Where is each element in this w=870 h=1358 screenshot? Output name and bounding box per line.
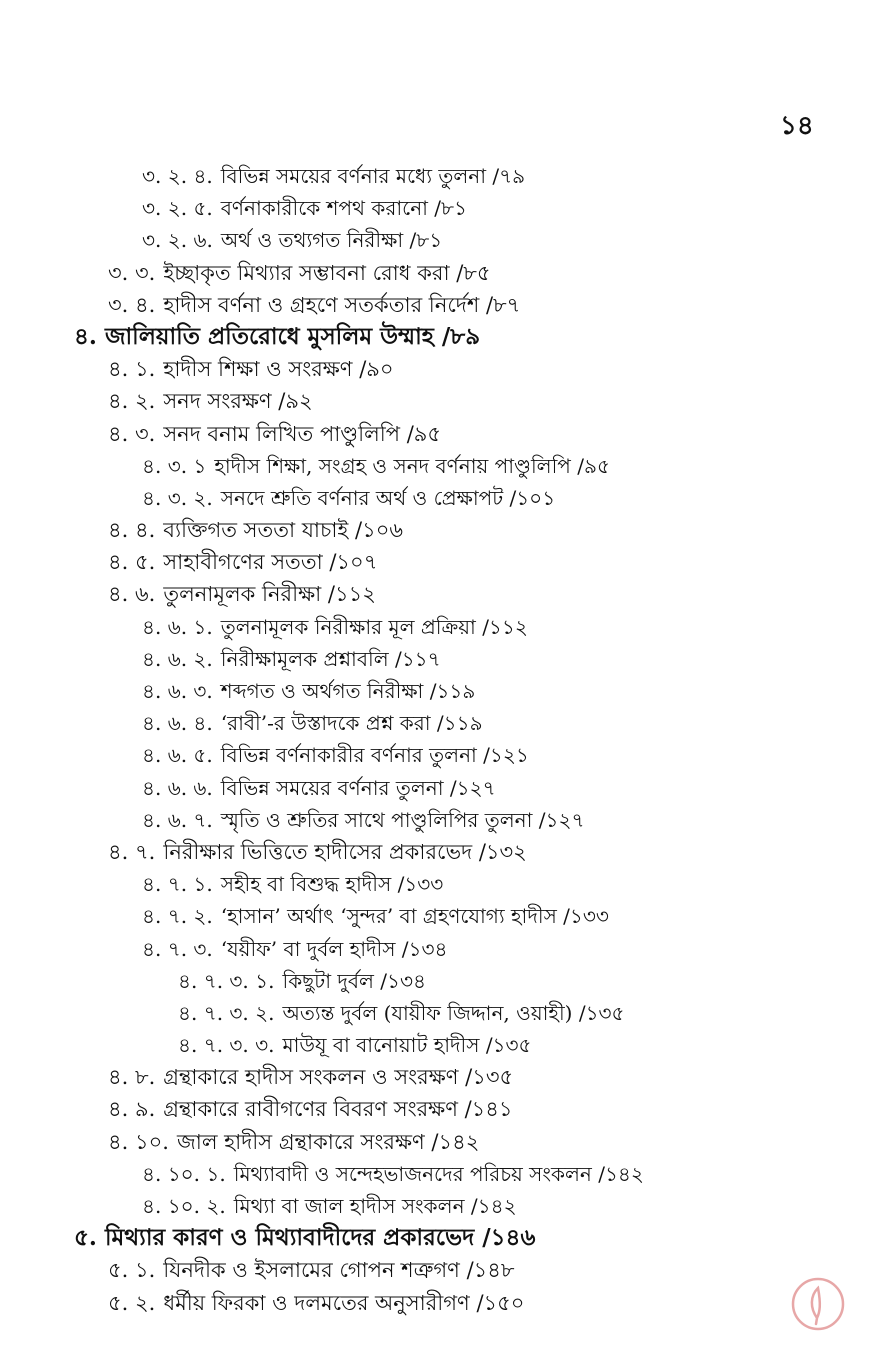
- toc-entry-number: ৫.: [74, 1224, 97, 1252]
- toc-entry: [0, 707, 870, 739]
- toc-entry-page: /১৩৪: [380, 968, 426, 993]
- toc-entry: [0, 1061, 870, 1093]
- toc-entry-title: মিথ্যাবাদী ও সন্দেহভাজনদের পরিচয় সংকলন: [233, 1161, 592, 1186]
- toc-entry-title: শব্দগত ও অর্থগত নিরীক্ষা: [220, 679, 424, 703]
- toc-entry: [0, 933, 870, 965]
- toc-entry-number: ৪. ৬. ৩.: [142, 679, 213, 703]
- toc-entry-title: ব্যক্তিগত সততা যাচাই: [163, 518, 349, 543]
- toc-entry-number: ৪. ৬. ৪.: [142, 711, 213, 736]
- toc-entry-page: /৮৫: [456, 260, 491, 285]
- toc-entry: [0, 772, 870, 804]
- toc-entry: [0, 1287, 870, 1319]
- toc-entry: [0, 1126, 870, 1158]
- toc-entry-number: ৪. ১০.: [108, 1129, 169, 1154]
- watermark-quill: [812, 1288, 820, 1324]
- toc-entry-number: ৫. ১.: [108, 1258, 156, 1283]
- toc-entry: [0, 643, 870, 675]
- toc-entry: [0, 965, 870, 997]
- toc-entry: [0, 546, 870, 578]
- toc-entry: [0, 482, 870, 514]
- toc-entry-page: /৯২: [278, 389, 313, 414]
- toc-entry-page: /১৪১: [464, 1097, 513, 1122]
- toc-entry-title: সনদে শ্রুতি বর্ণনার অর্থ ও প্রেক্ষাপট: [220, 485, 504, 510]
- toc-entry-page: /১২১: [483, 743, 529, 768]
- toc-entry-page: /১১৯: [429, 679, 476, 703]
- toc-entry-page: /১৩৫: [485, 1033, 532, 1058]
- toc-entry: [0, 160, 870, 192]
- toc-entry-title: মিথ্যা বা জাল হাদীস সংকলন: [233, 1194, 465, 1218]
- toc-entry: [0, 1190, 870, 1222]
- toc-entry-number: ৪. ৭. ৩. ১.: [178, 968, 275, 993]
- toc-entry-title: বিভিন্ন সময়ের বর্ণনার মধ্যে তুলনা: [220, 164, 487, 188]
- toc-entry-page: /১৪২: [598, 1161, 644, 1186]
- toc-entry-title: মাউযূ বা বানোয়াট হাদীস: [282, 1033, 480, 1058]
- toc-entry-number: ৪. ৭.: [108, 839, 156, 864]
- toc-entry-number: ৪. ১০. ২.: [142, 1194, 226, 1218]
- toc-entry-number: ৪. ৭. ৩. ২.: [178, 1000, 275, 1025]
- toc-entry-title: ধর্মীয় ফিরকা ও দলমতের অনুসারীগণ: [163, 1290, 470, 1315]
- toc-entry-number: ৪. ৭. ২.: [142, 904, 213, 929]
- toc-entry-page: /১০৭: [329, 550, 378, 575]
- toc-entry-title: হাদীস শিক্ষা, সংগ্রহ ও সনদ বর্ণনায় পাণ্ডুলিপি: [214, 453, 571, 478]
- toc-entry-page: /১৪২: [470, 1194, 517, 1218]
- toc-entry-number: ৩. ২. ৪.: [142, 164, 213, 188]
- toc-entry-page: /১৩৩: [563, 904, 609, 929]
- toc-entry-title: কিছুটা দুর্বল: [282, 968, 374, 993]
- toc-entry-page: /১০৬: [355, 518, 404, 543]
- toc-entry-title: গ্রন্থাকারে হাদীস সংকলন ও সংরক্ষণ: [163, 1065, 459, 1090]
- toc-entry: [0, 675, 870, 707]
- toc-entry: [0, 578, 870, 610]
- toc-entry-number: ৪. ৭. ৩. ৩.: [178, 1033, 275, 1058]
- toc-entry-title: তুলনামূলক নিরীক্ষার মূল প্রক্রিয়া: [220, 614, 476, 639]
- toc-entry: [0, 1029, 870, 1061]
- toc-entry-number: ৩. ৩.: [108, 260, 156, 285]
- toc-entry-title: স্মৃতি ও শ্রুতির সাথে পাণ্ডুলিপির তুলনা: [220, 807, 533, 832]
- toc-entry-number: ৪. ২.: [108, 389, 156, 414]
- toc-entry-page: /৭৯: [492, 164, 526, 188]
- toc-entry-number: ৪. ৮.: [108, 1065, 156, 1090]
- toc-entry: [0, 739, 870, 771]
- toc-entry-number: ৪. ৭. ৩.: [142, 936, 213, 961]
- toc-entry-number: ৪. ৩. ২.: [142, 485, 213, 510]
- toc-entry: [0, 224, 870, 256]
- toc-entry: [0, 514, 870, 546]
- toc-entry: [0, 1158, 870, 1190]
- toc-entry-page: /১১৭: [394, 646, 441, 671]
- toc-entry-page: /১২৭: [538, 807, 585, 832]
- toc-entry-title: অর্থ ও তথ্যগত নিরীক্ষা: [220, 228, 404, 253]
- toc-entry-page: /১৪৬: [482, 1224, 536, 1252]
- toc-entry-number: ৪. ৬. ৬.: [142, 775, 213, 800]
- toc-entry-number: ৩. ২. ৫.: [142, 196, 213, 221]
- toc-entry-title: সাহাবীগণের সততা: [163, 550, 323, 575]
- toc-entry-page: /১৩৫: [465, 1065, 514, 1090]
- toc-entry-title: সনদ সংরক্ষণ: [163, 389, 272, 414]
- toc-entry-page: /৮৯: [441, 322, 481, 350]
- toc-entry: [0, 836, 870, 868]
- toc-entry: [0, 353, 870, 385]
- toc-entry-title: বিভিন্ন বর্ণনাকারীর বর্ণনার তুলনা: [220, 743, 477, 768]
- toc-entry-number: ৪. ১.: [108, 357, 156, 382]
- toc-entry-page: /১৫০: [476, 1290, 525, 1315]
- toc-entry-number: ৩. ২. ৬.: [142, 228, 213, 253]
- toc-entry-page: /৮১: [434, 196, 467, 221]
- toc-entry: [0, 868, 870, 900]
- toc-entry-number: ৩. ৪.: [108, 292, 156, 317]
- toc-entry-page: /৯০: [359, 357, 394, 382]
- toc-entry-title: ‘হাসান’ অর্থাৎ ‘সুন্দর’ বা গ্রহণযোগ্য হাদীস: [220, 904, 557, 929]
- toc-entry-number: ৫. ২.: [108, 1290, 156, 1315]
- toc-entry-title: জাল হাদীস গ্রন্থাকারে সংরক্ষণ: [176, 1129, 425, 1154]
- toc-entry: [0, 804, 870, 836]
- toc-entry-title: ‘রাবী’-র উস্তাদকে প্রশ্ন করা: [220, 711, 431, 736]
- toc-entry: [0, 418, 870, 450]
- toc-entry: [0, 900, 870, 932]
- toc-entry-title: জালিয়াতি প্রতিরোধে মুসলিম উম্মাহ: [104, 322, 434, 350]
- toc-entry-title: অত্যন্ত দুর্বল (যায়ীফ জিদ্দান, ওয়াহী): [282, 1000, 573, 1025]
- toc-entry-title: যিনদীক ও ইসলামের গোপন শত্রুগণ: [163, 1258, 460, 1283]
- toc-entry: [0, 192, 870, 224]
- toc-entry-page: /৯৫: [406, 421, 442, 446]
- toc-entry-number: ৪. ৯.: [108, 1097, 156, 1122]
- toc-entry-page: /১১২: [327, 582, 376, 607]
- toc-entry-title: সহীহ বা বিশুদ্ধ হাদীস: [220, 872, 392, 897]
- toc-entry-number: ৪. ৩.: [108, 421, 156, 446]
- toc-entry-page: /১৩৩: [397, 872, 444, 897]
- toc-entry-page: /১০১: [509, 485, 556, 510]
- toc-entry: [0, 997, 870, 1029]
- toc-entry-title: গ্রন্থাকারে রাবীগণের বিবরণ সংরক্ষণ: [163, 1097, 458, 1122]
- toc-entry: [0, 611, 870, 643]
- toc-entry-page: /১৩২: [478, 839, 527, 864]
- toc-entry-number: ৪. ৬. ১.: [142, 614, 213, 639]
- toc-entry-title: বর্ণনাকারীকে শপথ করানো: [220, 196, 428, 221]
- toc-entry-number: ৪. ১০. ১.: [142, 1161, 226, 1186]
- toc-entry-title: নিরীক্ষার ভিত্তিতে হাদীসের প্রকারভেদ: [163, 839, 473, 864]
- toc-entry-number: ৪. ৩. ১: [142, 453, 207, 478]
- toc-entry-number: ৪. ৬.: [108, 582, 156, 607]
- toc-entry-title: ‘যয়ীফ’ বা দুর্বল হাদীস: [220, 936, 396, 961]
- toc-entry-page: /১১২: [482, 614, 528, 639]
- toc-chapter-heading: [0, 321, 870, 353]
- toc-entry-title: হাদীস শিক্ষা ও সংরক্ষণ: [163, 357, 353, 382]
- toc-entry: [0, 450, 870, 482]
- toc-entry-page: /১২৭: [449, 775, 496, 800]
- toc-entry-page: /১৩৪: [401, 936, 448, 961]
- toc-entry-page: /৮৭: [485, 292, 521, 317]
- toc-entry-number: ৪. ৬. ৫.: [142, 743, 213, 768]
- toc-entry-number: ৪. ৪.: [108, 518, 156, 543]
- toc-entry-number: ৪. ৭. ১.: [142, 872, 213, 897]
- toc-entry-number: ৪. ৬. ৭.: [142, 807, 213, 832]
- toc-entry: [0, 289, 870, 321]
- toc-entry-number: ৪.: [74, 322, 97, 350]
- toc-entry-page: /১৪৮: [466, 1258, 515, 1283]
- toc-entry-page: /৮১: [409, 228, 443, 253]
- toc-entry-number: ৪. ৫.: [108, 550, 156, 575]
- page-number: ১৪: [780, 111, 814, 141]
- toc-entry-title: ইচ্ছাকৃত মিথ্যার সম্ভাবনা রোধ করা: [163, 260, 450, 285]
- toc-chapter-heading: [0, 1222, 870, 1254]
- toc-entry: [0, 1254, 870, 1286]
- table-of-contents: [0, 160, 870, 1319]
- toc-entry-number: ৪. ৬. ২.: [142, 646, 213, 671]
- toc-entry: [0, 257, 870, 289]
- toc-entry-title: বিভিন্ন সময়ের বর্ণনার তুলনা: [220, 775, 444, 800]
- toc-entry-page: /১১৯: [436, 711, 483, 736]
- toc-entry-page: /৯৫: [577, 453, 610, 478]
- toc-entry-page: /১৩৫: [578, 1000, 625, 1025]
- toc-entry-page: /১৪২: [431, 1129, 480, 1154]
- toc-entry: [0, 1093, 870, 1125]
- toc-entry: [0, 385, 870, 417]
- toc-entry-title: হাদীস বর্ণনা ও গ্রহণে সতর্কতার নির্দেশ: [163, 292, 480, 317]
- toc-entry-title: মিথ্যার কারণ ও মিথ্যাবাদীদের প্রকারভেদ: [104, 1224, 475, 1252]
- toc-entry-title: সনদ বনাম লিখিত পাণ্ডুলিপি: [163, 421, 401, 446]
- toc-entry-title: তুলনামূলক নিরীক্ষা: [163, 582, 322, 607]
- quill-logo-icon: [790, 1276, 846, 1332]
- toc-entry-title: নিরীক্ষামূলক প্রশ্নাবলি: [220, 646, 389, 671]
